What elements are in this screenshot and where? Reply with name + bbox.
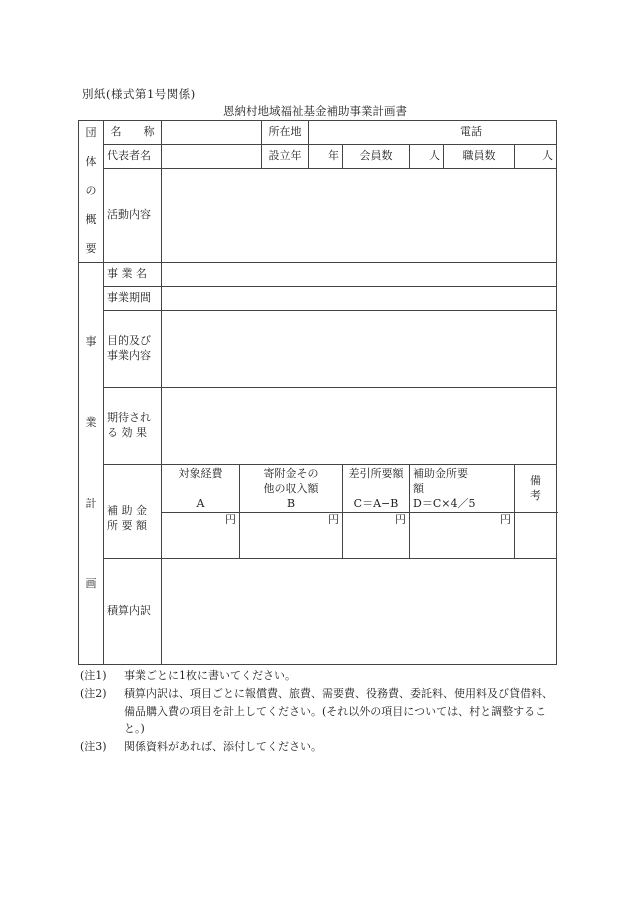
staff-label: 職員数: [444, 145, 515, 169]
subsidy-label: 補 助 金 所 要 額: [104, 465, 162, 559]
founded-label: 設立年: [262, 145, 309, 169]
col-donations: 寄附金その 他の収入額 B: [240, 465, 343, 513]
note-item: (注3) 関係資料があれば、添付してください。: [80, 740, 322, 754]
form-reference: 別紙(様式第1号関係): [82, 87, 196, 101]
document-title: 恩納村地域福祉基金補助事業計画書: [223, 104, 407, 118]
period-label: 事業期間: [104, 287, 162, 311]
col-remarks: 備 考: [515, 465, 557, 513]
project-name-label: 事 業 名: [104, 263, 162, 287]
org-section-label: 団 体 の 概 要: [79, 121, 104, 263]
remarks-field[interactable]: [515, 513, 557, 559]
col-subsidy-required: 補助金所要 額 D＝C×4／5: [410, 465, 515, 513]
effect-field[interactable]: [162, 388, 557, 465]
activities-field[interactable]: [162, 169, 557, 263]
target-cost-field[interactable]: 円: [162, 513, 240, 559]
org-name-field[interactable]: [162, 121, 262, 145]
members-field[interactable]: 人: [410, 145, 444, 169]
members-label: 会員数: [343, 145, 410, 169]
subsidy-required-field[interactable]: 円: [410, 513, 515, 559]
staff-field[interactable]: 人: [515, 145, 557, 169]
note-item: (注2) 積算内訳は、項目ごとに報償費、旅費、需要費、役務費、委託料、使用料及び貸借料、備品購入費の項目を計上してください。(それ以外の項目については、村と調整すること。): [80, 686, 553, 736]
project-name-field[interactable]: [162, 263, 557, 287]
col-net-required: 差引所要額 C＝A−B: [343, 465, 410, 513]
period-field[interactable]: [162, 287, 557, 311]
breakdown-field[interactable]: [162, 559, 557, 665]
representative-field[interactable]: [162, 145, 262, 169]
purpose-field[interactable]: [162, 311, 557, 388]
activities-label: 活動内容: [104, 169, 162, 263]
net-required-field[interactable]: 円: [343, 513, 410, 559]
founded-year-field[interactable]: 年: [309, 145, 343, 169]
plan-section-label: 事 業 計 画: [79, 263, 104, 665]
plan-form-table: [78, 120, 564, 665]
purpose-label: 目的及び事業内容: [104, 311, 162, 388]
notes: [80, 667, 560, 756]
col-target-cost: 対象経費 A: [162, 465, 240, 513]
donations-field[interactable]: 円: [240, 513, 343, 559]
breakdown-label: 積算内訳: [104, 559, 162, 665]
effect-label: 期待される 効 果: [104, 388, 162, 465]
representative-label: 代表者名: [104, 145, 162, 169]
phone-label[interactable]: 電話: [309, 121, 557, 145]
note-item: (注1) 事業ごとに1枚に書いてください。: [80, 669, 296, 682]
org-name-label: 名 称: [104, 121, 162, 145]
location-label: 所在地: [262, 121, 309, 145]
